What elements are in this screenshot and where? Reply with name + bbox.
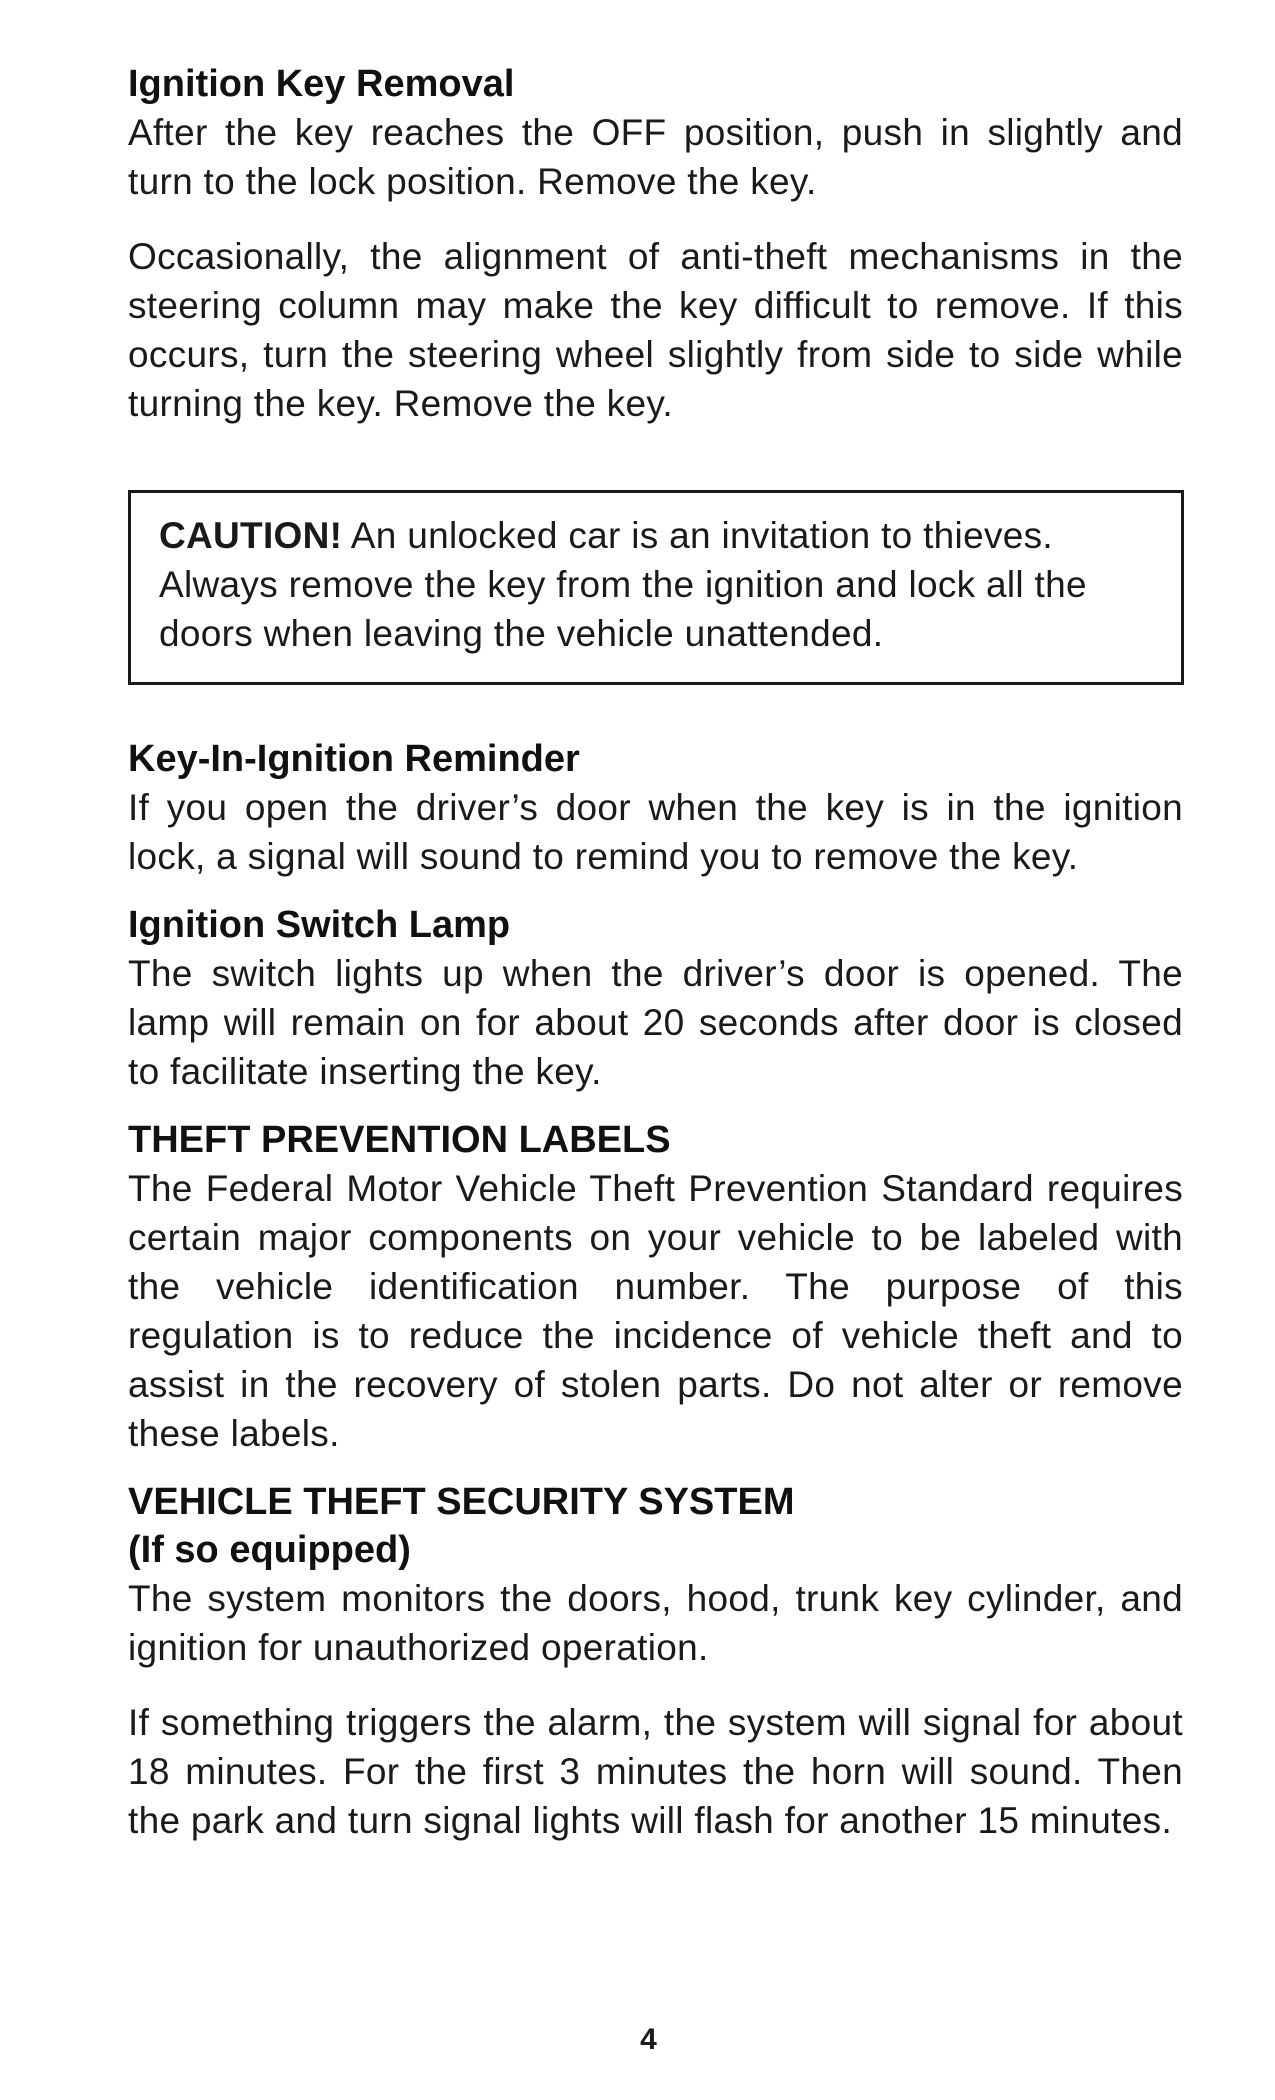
- body-paragraph: If you open the driver’s door when the key is in the ignition lock, a signal will sound to remind you to remove the key.: [128, 787, 1183, 877]
- body-paragraph: Occasionally, the alignment of anti-theft mechanisms in the steering column may make the key difficult to remove. If this occurs, turn the steering wheel slightly from side to side while turning the key. Remove the key.: [128, 236, 1183, 424]
- page-number-text: 4: [640, 2023, 657, 2056]
- page-number: [0, 2022, 1275, 2058]
- caution-box: [128, 490, 1184, 685]
- section-heading: VEHICLE THEFT SECURITY SYSTEM: [128, 1481, 795, 1523]
- section-heading: Key-In-Ignition Reminder: [128, 738, 580, 780]
- body-paragraph: The Federal Motor Vehicle Theft Prevention Standard requires certain major components on your vehicle to be labeled with the vehicle identification number. The purpose of this regulation is to reduce the incidence of vehicle theft and to assist in the recovery of stolen parts. Do not alter or remove these labels.: [128, 1168, 1183, 1454]
- body-paragraph: After the key reaches the OFF position, push in slightly and turn to the lock position. Remove the key.: [128, 112, 1183, 202]
- section-heading: Ignition Switch Lamp: [128, 904, 511, 946]
- section-theft-prevention-labels: [128, 1116, 1183, 1458]
- section-ignition-key-removal: [128, 60, 1183, 428]
- caution-paragraph: [159, 511, 1159, 658]
- section-subheading: (If so equipped): [128, 1529, 411, 1571]
- manual-page: [128, 60, 1183, 1845]
- caution-label: CAUTION!: [159, 515, 343, 556]
- body-paragraph: If something triggers the alarm, the system will signal for about 18 minutes. For the first 3 minutes the horn will sound. Then the park and turn signal lights will flash for another 15 minutes.: [128, 1702, 1183, 1841]
- section-vehicle-theft-security-system: [128, 1478, 1183, 1845]
- caution-text: An unlocked car is an invitation to thieves. Always remove the key from the ignition and lock all the doors when leaving the vehicle unattended.: [159, 515, 1087, 654]
- body-paragraph: The system monitors the doors, hood, trunk key cylinder, and ignition for unauthorized operation.: [128, 1578, 1183, 1668]
- section-ignition-switch-lamp: [128, 901, 1183, 1096]
- section-heading: THEFT PREVENTION LABELS: [128, 1119, 671, 1161]
- section-key-in-ignition-reminder: [128, 735, 1183, 881]
- body-paragraph: The switch lights up when the driver’s door is opened. The lamp will remain on for about 20 seconds after door is closed to facilitate inserting the key.: [128, 953, 1183, 1092]
- section-heading: Ignition Key Removal: [128, 63, 515, 105]
